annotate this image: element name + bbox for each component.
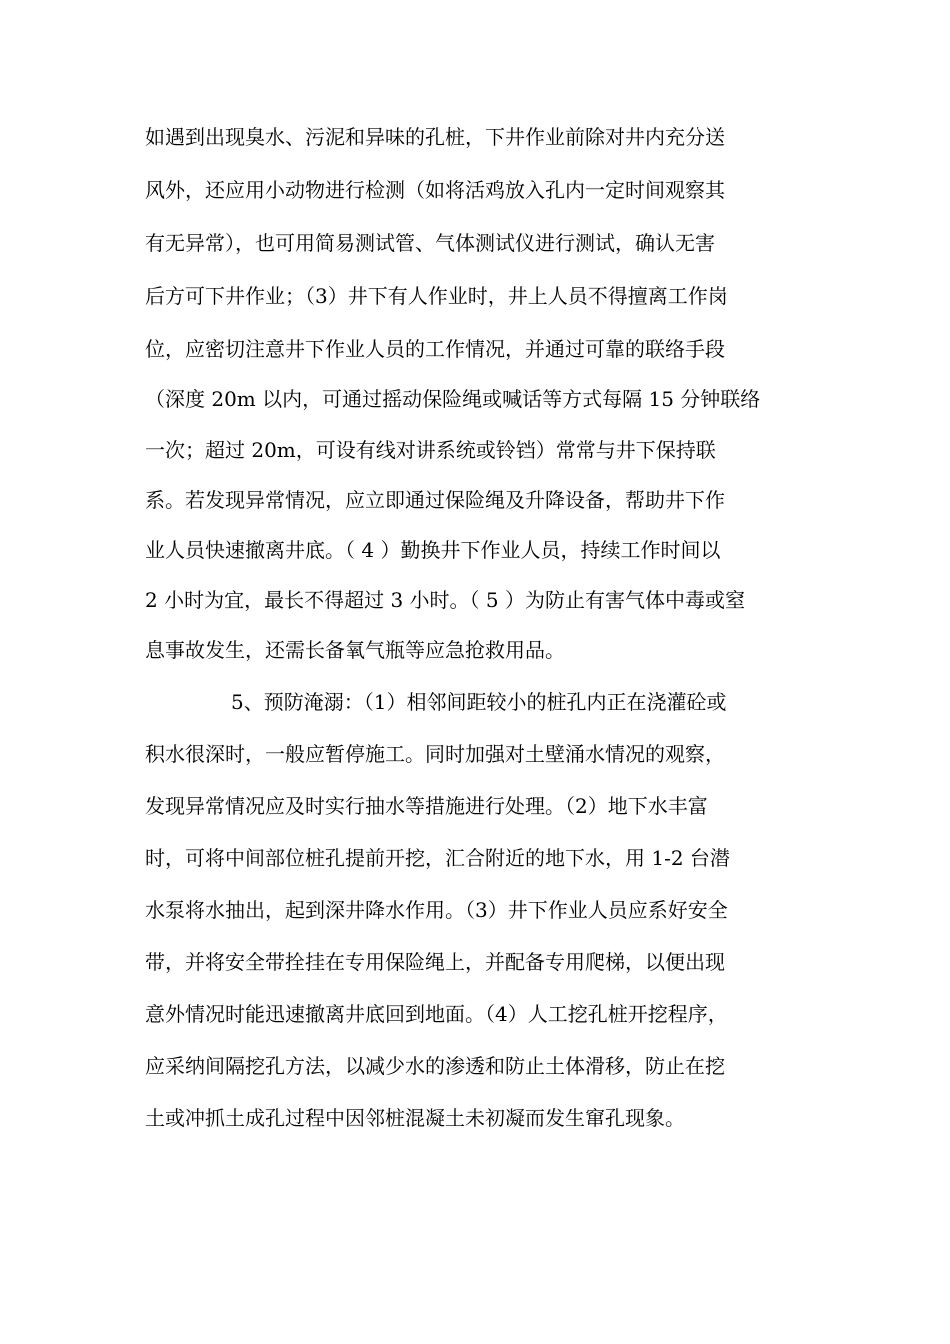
text-line-18: 意外情况时能迅速撤离井底回到地面。（4）人工挖孔桩开挖程序， bbox=[145, 1002, 728, 1026]
text-line-3: 有无异常），也可用简易测试管、气体测试仪进行测试，确认无害 bbox=[145, 231, 715, 255]
text-line-5: 位，应密切注意井下作业人员的工作情况，并通过可靠的联络手段 bbox=[145, 337, 725, 361]
text-line-20: 土或冲抓土成孔过程中因邻桩混凝土未初凝而发生窜孔现象。 bbox=[145, 1106, 685, 1130]
text-line-17: 带，并将安全带拴挂在专用保险绳上，并配备专用爬梯，以便出现 bbox=[145, 950, 725, 974]
text-line-9: 业人员快速撤离井底。（ 4 ）勤换井下作业人员，持续工作时间以 bbox=[145, 538, 721, 562]
text-line-6: （深度 20m 以内，可通过摇动保险绳或喊话等方式每隔 15 分钟联络 bbox=[145, 387, 761, 411]
text-line-15: 时，可将中间部位桩孔提前开挖，汇合附近的地下水，用 1-2 台潜 bbox=[145, 846, 730, 870]
text-line-16: 水泵将水抽出，起到深井降水作用。（3）井下作业人员应系好安全 bbox=[145, 898, 728, 922]
text-line-2: 风外，还应用小动物进行检测（如将活鸡放入孔内一定时间观察其 bbox=[145, 178, 725, 202]
text-line-13: 积水很深时，一般应暂停施工。同时加强对土壁涌水情况的观察， bbox=[145, 742, 725, 766]
text-line-1: 如遇到出现臭水、污泥和异味的孔桩，下井作业前除对井内充分送 bbox=[145, 125, 725, 149]
text-line-12: 5、预防淹溺：（1）相邻间距较小的桩孔内正在浇灌砼或 bbox=[231, 690, 727, 714]
text-line-14: 发现异常情况应及时实行抽水等措施进行处理。（2）地下水丰富 bbox=[145, 794, 708, 818]
text-line-10: 2 小时为宜，最长不得超过 3 小时。（ 5 ）为防止有害气体中毒或窒 bbox=[145, 588, 745, 612]
text-line-11: 息事故发生，还需长备氧气瓶等应急抢救用品。 bbox=[145, 638, 565, 662]
text-line-19: 应采纳间隔挖孔方法，以减少水的渗透和防止土体滑移，防止在挖 bbox=[145, 1054, 725, 1078]
text-line-8: 系。若发现异常情况，应立即通过保险绳及升降设备，帮助井下作 bbox=[145, 488, 725, 512]
text-line-4: 后方可下井作业；（3）井下有人作业时，井上人员不得擅离工作岗 bbox=[145, 284, 728, 308]
text-line-7: 一次；超过 20m，可设有线对讲系统或铃铛）常常与井下保持联 bbox=[145, 438, 716, 462]
